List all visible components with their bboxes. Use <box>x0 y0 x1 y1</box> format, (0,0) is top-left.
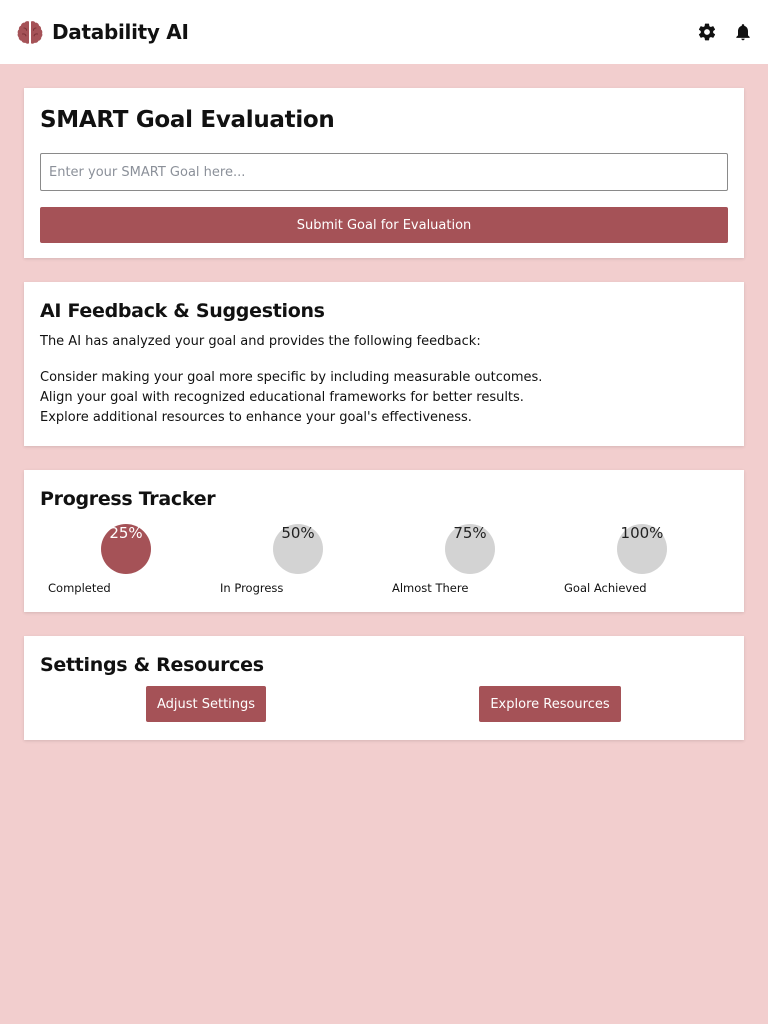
progress-step-almost-there <box>384 512 556 598</box>
progress-steps <box>40 512 728 598</box>
progress-tracker-card <box>24 470 744 612</box>
app-name: Datability AI <box>52 20 189 44</box>
progress-title: Progress Tracker <box>40 488 216 510</box>
feedback-list <box>40 368 728 428</box>
progress-percent: 25% <box>109 524 143 542</box>
settings-title: Settings & Resources <box>40 654 264 676</box>
feedback-item: Explore additional resources to enhance your goal's effectiveness. <box>40 410 472 425</box>
progress-percent: 75% <box>453 524 487 542</box>
feedback-item: Consider making your goal more specific by including measurable outcomes. <box>40 370 543 385</box>
brain-icon <box>16 18 44 46</box>
smart-goal-input[interactable] <box>40 153 728 191</box>
feedback-title: AI Feedback & Suggestions <box>40 300 325 322</box>
smart-goal-title: SMART Goal Evaluation <box>40 107 335 133</box>
progress-label: Goal Achieved <box>564 581 647 595</box>
feedback-item: Align your goal with recognized educational frameworks for better results. <box>40 390 524 405</box>
progress-label: Completed <box>48 581 111 595</box>
gear-icon <box>697 22 717 42</box>
app-header <box>0 0 768 64</box>
notifications-button[interactable] <box>732 21 754 43</box>
submit-goal-button[interactable]: Submit Goal for Evaluation <box>40 207 728 243</box>
progress-step-in-progress <box>212 512 384 598</box>
progress-label: In Progress <box>220 581 284 595</box>
explore-resources-button[interactable]: Explore Resources <box>479 686 621 722</box>
feedback-intro: The AI has analyzed your goal and provides the following feedback: <box>40 334 481 349</box>
bell-icon <box>733 22 753 42</box>
smart-goal-card <box>24 88 744 258</box>
progress-step-completed <box>40 512 212 598</box>
adjust-settings-button[interactable]: Adjust Settings <box>146 686 266 722</box>
progress-percent: 50% <box>281 524 315 542</box>
progress-percent: 100% <box>620 524 664 542</box>
ai-feedback-card <box>24 282 744 446</box>
settings-gear-button[interactable] <box>696 21 718 43</box>
settings-resources-card <box>24 636 744 740</box>
brand[interactable] <box>16 18 189 46</box>
settings-actions <box>40 686 728 726</box>
progress-step-goal-achieved <box>556 512 728 598</box>
header-actions <box>696 21 754 43</box>
progress-label: Almost There <box>392 581 469 595</box>
